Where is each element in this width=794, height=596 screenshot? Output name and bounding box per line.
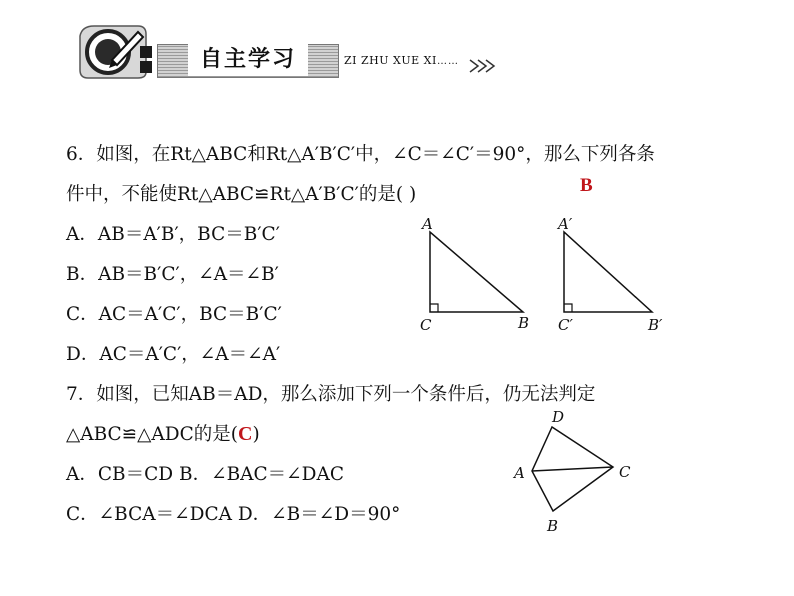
pen-badge-icon	[76, 22, 150, 80]
q7-stem-close: )	[252, 424, 260, 445]
q6-stem-line1: 6．如图，在Rt△ABC和Rt△A′B′C′中，∠C＝∠C′＝90°，那么下列各条	[66, 144, 655, 165]
q6-option-c: C．AC＝A′C′，BC＝B′C′	[66, 304, 282, 325]
q7-answer: C	[237, 423, 253, 445]
q7-stem-line1: 7．如图，已知AB＝AD，那么添加下列一个条件后，仍无法判定	[66, 384, 596, 405]
vertex-a-prime: A′	[558, 215, 573, 233]
q7-stem-text: △ABC≌△ADC的是(	[66, 424, 238, 445]
vertex-c: C	[420, 316, 432, 334]
header-dots: ……	[437, 56, 459, 67]
q6-answer: B	[580, 175, 593, 196]
section-pinyin: ZI ZHU XUE XI	[344, 54, 437, 67]
section-title: 自主学习	[188, 44, 308, 76]
double-chevron-icon	[468, 58, 498, 74]
q7-stem-line2	[66, 420, 260, 446]
q6-stem-line2: 件中，不能使Rt△ABC≌Rt△A′B′C′的是( )	[66, 184, 417, 205]
vertex-a: A	[514, 464, 525, 482]
q6-triangle-abc	[418, 210, 543, 335]
vertex-c: C	[619, 463, 631, 481]
q7-options-ab: A．CB＝CD B．∠BAC＝∠DAC	[66, 464, 345, 485]
vertex-b: B	[518, 314, 530, 332]
q6-option-d: D．AC＝A′C′，∠A＝∠A′	[66, 344, 281, 365]
q7-quadrilateral	[505, 405, 645, 540]
vertex-c-prime: C′	[558, 316, 573, 334]
vertex-b: B	[547, 517, 559, 535]
q7-options-cd: C．∠BCA＝∠DCA D．∠B＝∠D＝90°	[66, 504, 401, 525]
q6-option-a: A．AB＝A′B′，BC＝B′C′	[66, 224, 280, 245]
vertex-d: D	[552, 408, 565, 426]
q6-option-b: B．AB＝B′C′，∠A＝∠B′	[66, 264, 279, 285]
vertex-b-prime: B′	[648, 316, 663, 334]
vertex-a: A	[422, 215, 433, 233]
q6-triangle-abc-prime	[552, 210, 677, 335]
header-decoration	[140, 46, 152, 76]
